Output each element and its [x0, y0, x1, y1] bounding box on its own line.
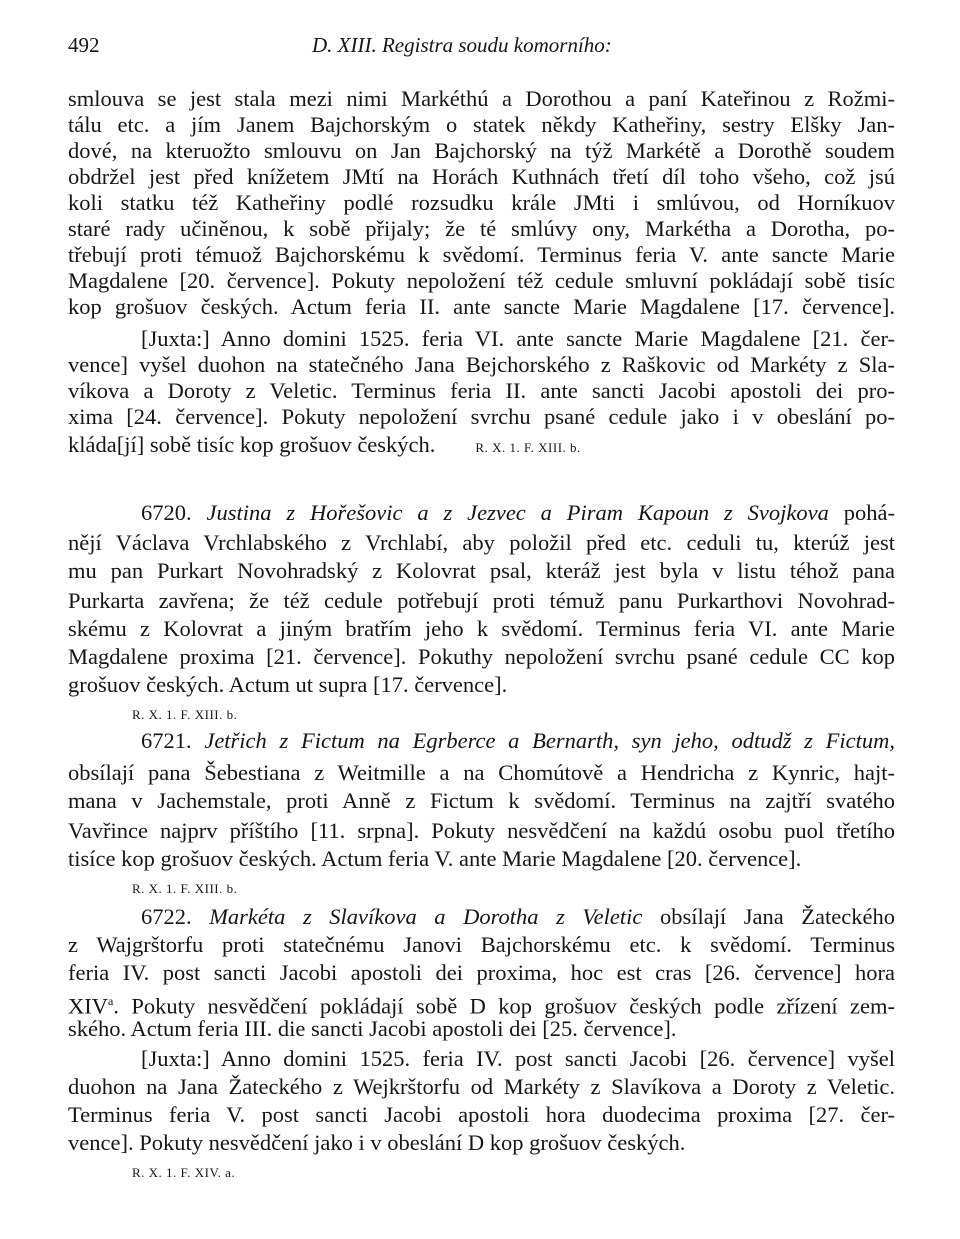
text-line: mana v Jachemstale, proti Anně z Fictum k svědomí. Terminus na zajtří svatého — [68, 788, 895, 813]
text-line: Magdalene [20. července]. Pokuty nepoložení též cedule smluvní pokládají sobě tisíc — [68, 268, 895, 293]
record-signature: R. X. 1. F. XIII. b. — [132, 707, 238, 722]
text-line: [Juxta:] Anno domini 1525. feria VI. ante sancte Marie Magdalene [21. čer- — [141, 326, 895, 351]
text-line: tisíce kop grošuov českých. Actum feria V. ante Marie Magdalene [20. července]. — [68, 846, 802, 871]
text-line: xima [24. července]. Pokuty nepoložení svrchu psané cedule jako i v obeslání po- — [68, 404, 895, 429]
text-line: koli statku též Katheřiny podlé rozsudku krále JMti i smlúvou, od Horníkuov — [68, 190, 895, 215]
text-line: [Juxta:] Anno domini 1525. feria IV. post sancti Jacobi [26. července] vyšel — [141, 1046, 895, 1071]
entry-number: 6721. — [141, 728, 192, 753]
text-line: vence]. Pokuty nesvědčení jako i v obeslání D kop grošuov českých. — [68, 1130, 686, 1155]
entry-number: 6722. — [141, 904, 192, 929]
line-text: . Pokuty nesvědčení pokládají sobě D kop grošuov českých podle zřízení zem- — [113, 993, 895, 1019]
text-line: obsílají pana Šebestiana z Weitmille a na Chomútově a Hendricha z Kynric, hajt- — [68, 760, 895, 785]
text-line: ského. Actum feria III. die sancti Jacobi apostoli dei [25. července]. — [68, 1016, 677, 1041]
line-text: kláda[jí] sobě tisíc kop grošuov českých. — [68, 432, 436, 457]
record-signature: R. X. 1. F. XIII. b. — [475, 440, 581, 455]
text-line: Purkarta zavřena; že též cedule potřebují proti témuž panu Purkarthovi Novohrad- — [68, 588, 895, 613]
record-signature: R. X. 1. F. XIV. a. — [132, 1165, 236, 1180]
text-line: Magdalene proxima [21. července]. Pokuthy nepoložení svrchu psané cedule CC kop — [68, 644, 895, 669]
text-line — [68, 988, 895, 1020]
record-signature: R. X. 1. F. XIII. b. — [132, 881, 238, 896]
entry-parties: Jetřich z Fictum na Egrberce a Bernarth, syn jeho, odtudž z Fictum, — [204, 728, 895, 753]
line-text: obsílají Jana Žateckého — [659, 904, 895, 929]
entry-parties: Markéta z Slavíkova a Dorotha z Veletic — [209, 904, 643, 929]
text-line: tálu etc. a jím Janem Bajchorským o statek někdy Katheřiny, sestry Elšky Jan- — [68, 112, 895, 137]
text-line: dové, na kteruožto smlouvu on Jan Bajchorský na týž Markétě a Dorothě soudem — [68, 138, 895, 163]
text-line: skému z Kolovrat a jiným bratřím jeho k svědomí. Terminus feria VI. ante Marie — [68, 616, 895, 641]
text-line: kop grošuov českých. Actum feria II. ante sancte Marie Magdalene [17. července]. — [68, 294, 895, 319]
text-line — [68, 432, 581, 461]
entry-6721-first-line — [141, 728, 895, 754]
entry-6722-first-line — [141, 904, 895, 930]
entry-parties: Justina z Hořešovic a z Jezvec a Piram Kapoun z Svojkova — [206, 500, 829, 525]
text-line: feria IV. post sancti Jacobi apostoli dei proxima, hoc est cras [26. července] hora — [68, 960, 895, 985]
text-line: víkova a Doroty z Veletic. Terminus feria II. ante sancti Jacobi apostoli dei pro- — [68, 378, 895, 403]
entry-number: 6720. — [141, 500, 192, 525]
text-line: z Wajgrštorfu proti statečnému Janovi Bajchorskému etc. k svědomí. Terminus — [68, 932, 895, 957]
text-line: staré rady učiněnou, k sobě přijaly; že té smlúvy ony, Markétha a Dorotha, po- — [68, 216, 895, 241]
page-number: 492 — [68, 33, 100, 57]
text-line: nějí Václava Vrchlabského z Vrchlabí, aby položil před etc. ceduli tu, kterúž jest — [68, 530, 895, 555]
line-text: pohá- — [843, 500, 895, 525]
text-line: smlouva se jest stala mezi nimi Markéthú a Dorothou a paní Kateřinou z Rožmi- — [68, 86, 895, 111]
running-title: D. XIII. Registra soudu komorního: — [312, 33, 612, 57]
text-line: grošuov českých. Actum ut supra [17. července]. — [68, 672, 508, 697]
text-line: třebují proti témuož Bajchorskému k svědomí. Terminus feria V. ante sancte Marie — [68, 242, 895, 267]
entry-6720-first-line — [141, 500, 895, 526]
text-line: obdržel jest před knížetem JMtí na Horách Kuthnách třetí díl toho všeho, což jsú — [68, 164, 895, 189]
text-line: vence] vyšel duohon na statečného Jana Bejchorského z Raškovic od Markéty z Sla- — [68, 352, 895, 377]
line-text: XIV — [68, 993, 108, 1019]
superscript: a — [108, 994, 114, 1008]
text-line: duohon na Jana Žateckého z Wejkrštorfu od Markéty z Slavíkova a Doroty z Veletic. — [68, 1074, 895, 1099]
text-line: Vavřince najprv příštího [11. srpna]. Pokuty nesvědčení na každú osobu puol třetího — [68, 818, 895, 843]
text-line: mu pan Purkart Novohradský z Kolovrat psal, kteráž jest byla v listu téhož pana — [68, 558, 895, 583]
text-line: Terminus feria V. post sancti Jacobi apostoli hora duodecima proxima [27. čer- — [68, 1102, 895, 1127]
